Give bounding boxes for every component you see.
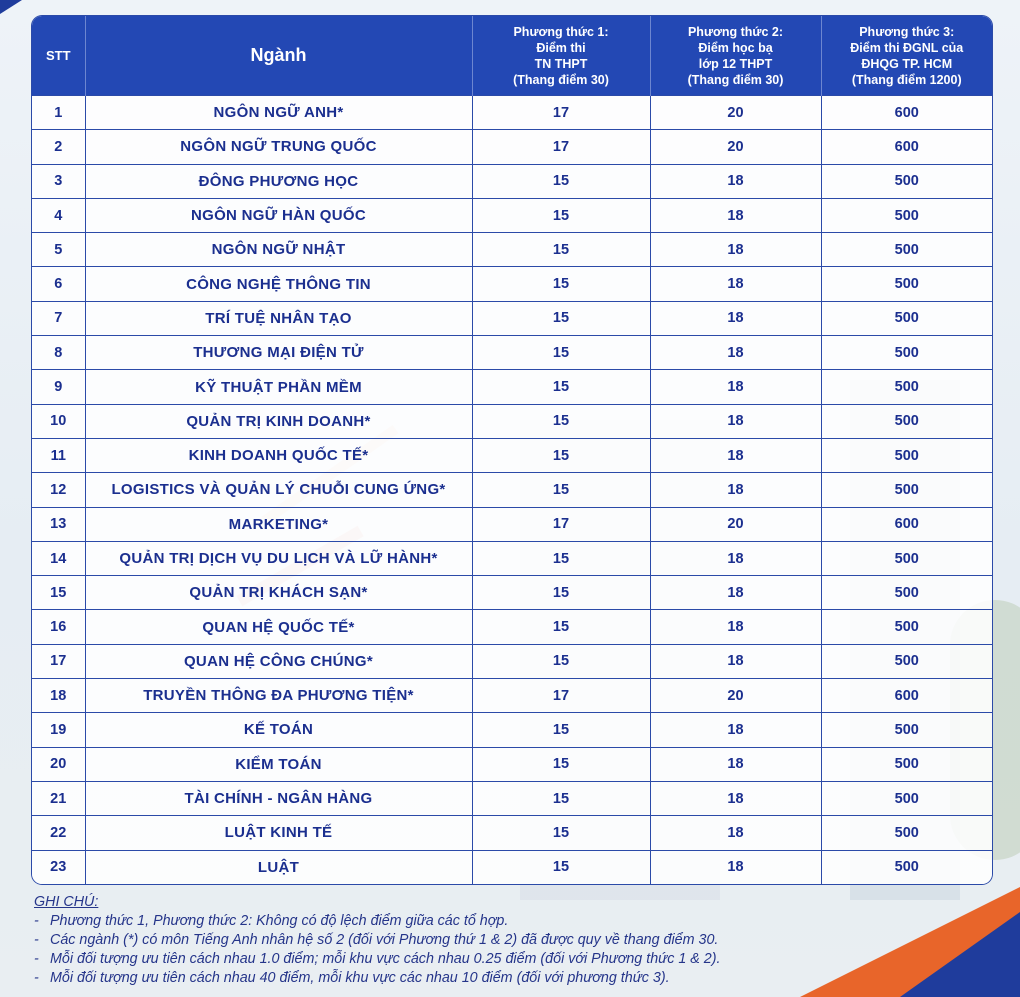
cell-method-3: 500 bbox=[821, 781, 992, 815]
cell-method-1: 15 bbox=[472, 336, 650, 370]
notes-section bbox=[34, 893, 934, 988]
table-row bbox=[32, 781, 992, 815]
cell-major: THƯƠNG MẠI ĐIỆN TỬ bbox=[85, 336, 472, 370]
header-method-3 bbox=[821, 16, 992, 96]
cell-major: CÔNG NGHỆ THÔNG TIN bbox=[85, 267, 472, 301]
cell-method-1: 15 bbox=[472, 164, 650, 198]
cell-stt: 14 bbox=[32, 541, 85, 575]
cell-method-2: 18 bbox=[650, 198, 821, 232]
corner-decoration-top-left bbox=[0, 0, 22, 14]
note-text: Phương thức 1, Phương thức 2: Không có độ lệch điểm giữa các tổ hợp. bbox=[50, 913, 509, 929]
cell-method-1: 15 bbox=[472, 438, 650, 472]
cell-stt: 23 bbox=[32, 850, 85, 884]
cell-major: MARKETING* bbox=[85, 507, 472, 541]
cell-method-2: 18 bbox=[650, 301, 821, 335]
cell-major: KẾ TOÁN bbox=[85, 713, 472, 747]
cell-method-2: 18 bbox=[650, 164, 821, 198]
cell-stt: 18 bbox=[32, 679, 85, 713]
cell-method-2: 18 bbox=[650, 713, 821, 747]
cell-stt: 1 bbox=[32, 96, 85, 130]
table-row bbox=[32, 576, 992, 610]
cell-stt: 20 bbox=[32, 747, 85, 781]
cell-method-1: 17 bbox=[472, 130, 650, 164]
header-line: Phương thức 2: bbox=[687, 24, 784, 39]
table-row bbox=[32, 816, 992, 850]
header-line: (Thang điểm 1200) bbox=[851, 72, 962, 87]
cell-stt: 22 bbox=[32, 816, 85, 850]
note-item bbox=[34, 969, 934, 988]
table-row bbox=[32, 644, 992, 678]
cell-method-3: 600 bbox=[821, 130, 992, 164]
table-row bbox=[32, 541, 992, 575]
table-row bbox=[32, 507, 992, 541]
cell-method-2: 18 bbox=[650, 370, 821, 404]
cell-method-2: 18 bbox=[650, 404, 821, 438]
cell-method-3: 600 bbox=[821, 679, 992, 713]
cell-method-3: 500 bbox=[821, 473, 992, 507]
cell-method-2: 20 bbox=[650, 96, 821, 130]
table-row bbox=[32, 404, 992, 438]
cell-method-3: 500 bbox=[821, 610, 992, 644]
score-table-container bbox=[32, 16, 992, 884]
table-row bbox=[32, 610, 992, 644]
cell-method-2: 18 bbox=[650, 541, 821, 575]
cell-stt: 8 bbox=[32, 336, 85, 370]
cell-major: TRÍ TUỆ NHÂN TẠO bbox=[85, 301, 472, 335]
cell-method-1: 17 bbox=[472, 679, 650, 713]
header-line: Điểm thi bbox=[536, 40, 586, 55]
cell-method-3: 500 bbox=[821, 301, 992, 335]
cell-method-3: 500 bbox=[821, 336, 992, 370]
header-line: Điểm học bạ bbox=[698, 40, 773, 55]
cell-major: QUẢN TRỊ KHÁCH SẠN* bbox=[85, 576, 472, 610]
cell-major: NGÔN NGỮ TRUNG QUỐC bbox=[85, 130, 472, 164]
cell-method-1: 15 bbox=[472, 541, 650, 575]
cell-method-3: 500 bbox=[821, 713, 992, 747]
cell-major: NGÔN NGỮ ANH* bbox=[85, 96, 472, 130]
cell-method-3: 500 bbox=[821, 644, 992, 678]
cell-major: NGÔN NGỮ NHẬT bbox=[85, 233, 472, 267]
table-row bbox=[32, 96, 992, 130]
note-item bbox=[34, 912, 934, 931]
cell-major: TRUYỀN THÔNG ĐA PHƯƠNG TIỆN* bbox=[85, 679, 472, 713]
cell-method-3: 500 bbox=[821, 233, 992, 267]
cell-method-3: 500 bbox=[821, 404, 992, 438]
header-line: (Thang điểm 30) bbox=[687, 72, 784, 87]
cell-method-1: 15 bbox=[472, 370, 650, 404]
cell-stt: 19 bbox=[32, 713, 85, 747]
note-bullet: - bbox=[34, 970, 39, 986]
cell-method-3: 500 bbox=[821, 370, 992, 404]
cell-method-3: 500 bbox=[821, 198, 992, 232]
cell-method-2: 18 bbox=[650, 576, 821, 610]
table-row bbox=[32, 747, 992, 781]
cell-stt: 11 bbox=[32, 438, 85, 472]
table-row bbox=[32, 713, 992, 747]
table-row bbox=[32, 370, 992, 404]
note-item bbox=[34, 950, 934, 969]
cell-major: KIỂM TOÁN bbox=[85, 747, 472, 781]
cell-stt: 7 bbox=[32, 301, 85, 335]
table-row bbox=[32, 679, 992, 713]
cell-method-2: 18 bbox=[650, 267, 821, 301]
cell-method-1: 15 bbox=[472, 576, 650, 610]
cell-method-1: 17 bbox=[472, 96, 650, 130]
cell-method-3: 500 bbox=[821, 816, 992, 850]
cell-method-1: 15 bbox=[472, 267, 650, 301]
cell-stt: 17 bbox=[32, 644, 85, 678]
cell-method-3: 500 bbox=[821, 438, 992, 472]
table-row bbox=[32, 336, 992, 370]
cell-major: KỸ THUẬT PHẦN MỀM bbox=[85, 370, 472, 404]
cell-method-1: 15 bbox=[472, 233, 650, 267]
cell-stt: 5 bbox=[32, 233, 85, 267]
cell-method-3: 500 bbox=[821, 164, 992, 198]
table-body bbox=[32, 96, 992, 884]
cell-method-3: 600 bbox=[821, 96, 992, 130]
cell-method-1: 15 bbox=[472, 781, 650, 815]
note-bullet: - bbox=[34, 913, 39, 929]
note-item bbox=[34, 931, 934, 950]
table-header-row bbox=[32, 16, 992, 96]
cell-major: QUẢN TRỊ KINH DOANH* bbox=[85, 404, 472, 438]
cell-method-2: 18 bbox=[650, 336, 821, 370]
cell-major: QUAN HỆ CÔNG CHÚNG* bbox=[85, 644, 472, 678]
table-row bbox=[32, 473, 992, 507]
cell-stt: 4 bbox=[32, 198, 85, 232]
cell-stt: 15 bbox=[32, 576, 85, 610]
cell-method-3: 500 bbox=[821, 576, 992, 610]
cell-method-1: 15 bbox=[472, 473, 650, 507]
table-row bbox=[32, 267, 992, 301]
header-method-1 bbox=[472, 16, 650, 96]
table-row bbox=[32, 438, 992, 472]
cell-method-1: 15 bbox=[472, 404, 650, 438]
cell-method-2: 20 bbox=[650, 507, 821, 541]
header-stt: STT bbox=[32, 16, 85, 96]
cell-method-2: 18 bbox=[650, 233, 821, 267]
cell-method-3: 500 bbox=[821, 850, 992, 884]
table-row bbox=[32, 301, 992, 335]
cell-method-1: 15 bbox=[472, 713, 650, 747]
cell-method-1: 15 bbox=[472, 747, 650, 781]
cell-stt: 16 bbox=[32, 610, 85, 644]
note-bullet: - bbox=[34, 951, 39, 967]
cell-method-3: 500 bbox=[821, 541, 992, 575]
note-text: Mỗi đối tượng ưu tiên cách nhau 40 điểm, mỗi khu vực các nhau 10 điểm (đối với phương thức 3). bbox=[50, 970, 670, 986]
cell-stt: 12 bbox=[32, 473, 85, 507]
header-line: Điểm thi ĐGNL của bbox=[850, 40, 964, 55]
table-row bbox=[32, 850, 992, 884]
header-line: ĐHQG TP. HCM bbox=[861, 56, 953, 71]
header-line: Phương thức 1: bbox=[513, 24, 609, 39]
note-bullet: - bbox=[34, 932, 39, 948]
cell-method-1: 15 bbox=[472, 644, 650, 678]
cell-method-2: 18 bbox=[650, 610, 821, 644]
cell-method-1: 15 bbox=[472, 816, 650, 850]
cell-method-2: 18 bbox=[650, 850, 821, 884]
cell-method-3: 500 bbox=[821, 267, 992, 301]
cell-method-2: 18 bbox=[650, 816, 821, 850]
cell-method-1: 15 bbox=[472, 610, 650, 644]
cell-method-1: 15 bbox=[472, 301, 650, 335]
cell-method-2: 18 bbox=[650, 747, 821, 781]
note-text: Mỗi đối tượng ưu tiên cách nhau 1.0 điểm; mỗi khu vực cách nhau 0.25 điểm (đối với Phương thức 1 & 2). bbox=[50, 951, 721, 967]
notes-title: GHI CHÚ: bbox=[34, 894, 99, 910]
cell-stt: 3 bbox=[32, 164, 85, 198]
cell-major: LUẬT bbox=[85, 850, 472, 884]
cell-method-2: 18 bbox=[650, 473, 821, 507]
cell-major: TÀI CHÍNH - NGÂN HÀNG bbox=[85, 781, 472, 815]
table-row bbox=[32, 130, 992, 164]
cell-method-1: 17 bbox=[472, 507, 650, 541]
cell-stt: 2 bbox=[32, 130, 85, 164]
cell-stt: 10 bbox=[32, 404, 85, 438]
header-line: (Thang điểm 30) bbox=[513, 72, 609, 87]
cell-method-1: 15 bbox=[472, 850, 650, 884]
header-method-2 bbox=[650, 16, 821, 96]
cell-method-2: 18 bbox=[650, 644, 821, 678]
cell-method-2: 20 bbox=[650, 130, 821, 164]
cell-major: LUẬT KINH TẾ bbox=[85, 816, 472, 850]
cell-stt: 6 bbox=[32, 267, 85, 301]
cell-major: NGÔN NGỮ HÀN QUỐC bbox=[85, 198, 472, 232]
cell-method-2: 20 bbox=[650, 679, 821, 713]
header-line: TN THPT bbox=[534, 56, 588, 71]
table-row bbox=[32, 233, 992, 267]
cell-major: QUẢN TRỊ DỊCH VỤ DU LỊCH VÀ LỮ HÀNH* bbox=[85, 541, 472, 575]
cell-major: QUAN HỆ QUỐC TẾ* bbox=[85, 610, 472, 644]
cell-stt: 21 bbox=[32, 781, 85, 815]
cell-method-3: 600 bbox=[821, 507, 992, 541]
cell-stt: 9 bbox=[32, 370, 85, 404]
cell-method-2: 18 bbox=[650, 781, 821, 815]
cell-method-3: 500 bbox=[821, 747, 992, 781]
cell-method-2: 18 bbox=[650, 438, 821, 472]
cell-method-1: 15 bbox=[472, 198, 650, 232]
note-text: Các ngành (*) có môn Tiếng Anh nhân hệ số 2 (đối với Phương thứ 1 & 2) đã được quy về thang điểm 30. bbox=[50, 932, 719, 948]
header-line: lớp 12 THPT bbox=[698, 56, 773, 71]
cell-major: KINH DOANH QUỐC TẾ* bbox=[85, 438, 472, 472]
cell-major: ĐÔNG PHƯƠNG HỌC bbox=[85, 164, 472, 198]
cell-stt: 13 bbox=[32, 507, 85, 541]
header-major: Ngành bbox=[85, 16, 472, 96]
table-row bbox=[32, 198, 992, 232]
cell-major: LOGISTICS VÀ QUẢN LÝ CHUỖI CUNG ỨNG* bbox=[85, 473, 472, 507]
header-line: Phương thức 3: bbox=[859, 24, 955, 39]
admission-score-table bbox=[32, 16, 992, 884]
table-row bbox=[32, 164, 992, 198]
